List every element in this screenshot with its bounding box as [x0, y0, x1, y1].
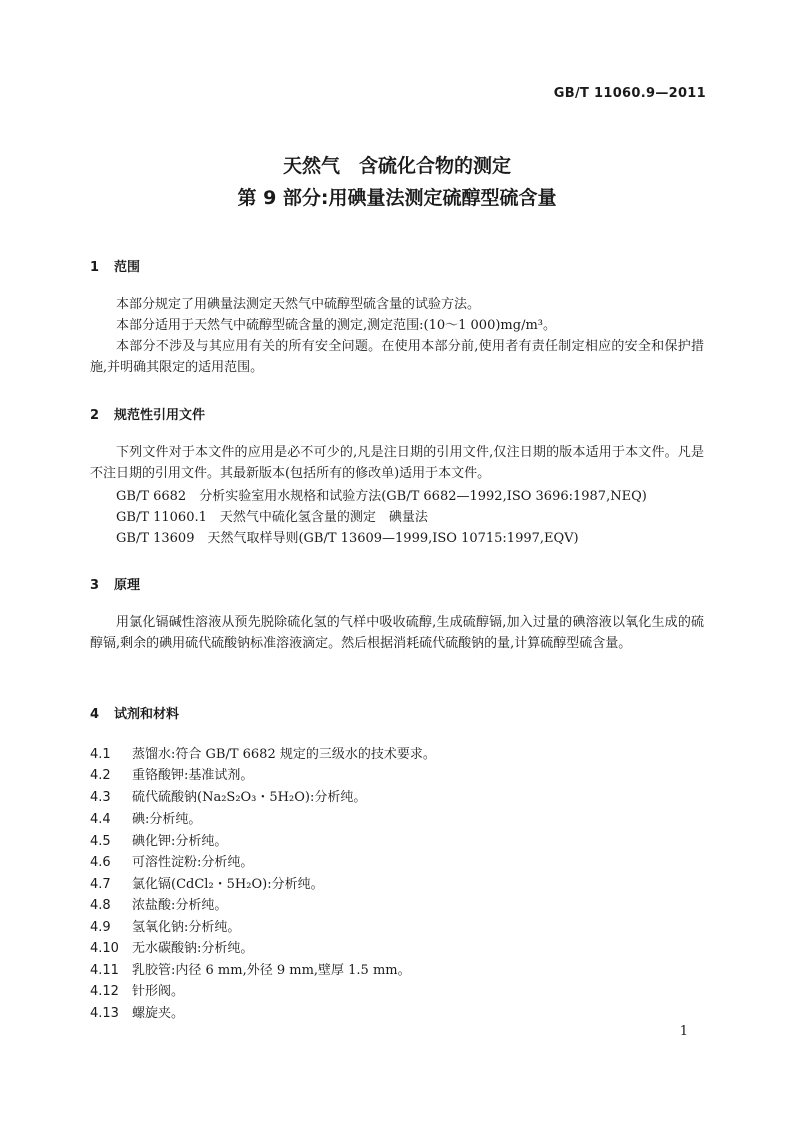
reagent-item — [90, 873, 324, 892]
section-number: 3 — [90, 578, 100, 593]
item-number: 4.13 — [90, 1006, 119, 1021]
item-text: 可溶性淀粉:分析纯。 — [132, 855, 254, 870]
section-title: 原理 — [114, 578, 141, 593]
item-text: 蒸馏水:符合 GB/T 6682 规定的三级水的技术要求。 — [132, 747, 436, 762]
item-number: 4.10 — [90, 941, 119, 956]
item-text: 碘化钾:分析纯。 — [132, 834, 228, 849]
item-text: 碘:分析纯。 — [132, 812, 202, 827]
item-text: 浓盐酸:分析纯。 — [132, 898, 228, 913]
scope-paragraph-2: 本部分适用于天然气中硫醇型硫含量的测定,测定范围:(10～1 000)mg/m³。 — [116, 318, 556, 333]
reference-item: GB/T 6682 分析实验室用水规格和试验方法(GB/T 6682—1992,ISO 3696:1987,NEQ) — [116, 489, 647, 504]
item-number: 4.6 — [90, 855, 111, 870]
section-heading-normative-references — [90, 404, 205, 423]
scope-paragraph-1: 本部分规定了用碘量法测定天然气中硫醇型硫含量的试验方法。 — [116, 297, 481, 312]
section-heading-principle — [90, 574, 140, 593]
item-text: 氢氧化钠:分析纯。 — [132, 920, 241, 935]
item-number: 4.11 — [90, 963, 119, 978]
item-text: 乳胶管:内径 6 mm,外径 9 mm,壁厚 1.5 mm。 — [132, 963, 411, 978]
item-number: 4.4 — [90, 812, 111, 827]
item-number: 4.7 — [90, 877, 111, 892]
item-text: 螺旋夹。 — [132, 1006, 185, 1021]
section-number: 1 — [90, 260, 100, 275]
section-title: 范围 — [114, 260, 141, 275]
item-number: 4.5 — [90, 834, 111, 849]
principle-paragraph: 用氯化镉碱性溶液从预先脱除硫化氢的气样中吸收硫醇,生成硫醇镉,加入过量的碘溶液以氧化生成的硫醇镉,剩余的碘用硫代硫酸钠标准溶液滴定。然后根据消耗硫代硫酸钠的量,计算硫醇型硫含量。 — [90, 615, 704, 651]
reagent-item — [90, 980, 184, 999]
item-text: 重铬酸钾:基准试剂。 — [132, 768, 254, 783]
section-heading-reagents-materials — [90, 703, 179, 722]
reagent-item — [90, 743, 436, 762]
reagent-item — [90, 916, 240, 935]
document-title-line1: 天然气 含硫化合物的测定 — [282, 155, 511, 177]
item-number: 4.12 — [90, 984, 119, 999]
item-number: 4.1 — [90, 747, 111, 762]
standard-code: GB/T 11060.9—2011 — [553, 86, 706, 101]
reagent-item — [90, 786, 366, 805]
item-number: 4.2 — [90, 768, 111, 783]
reagent-item — [90, 764, 253, 783]
reference-item: GB/T 13609 天然气取样导则(GB/T 13609—1999,ISO 10715:1997,EQV) — [116, 531, 579, 546]
scope-paragraph-3: 本部分不涉及与其应用有关的所有安全问题。在使用本部分前,使用者有责任制定相应的安全和保护措施,并明确其限定的适用范围。 — [90, 339, 704, 375]
reagent-item — [90, 808, 201, 827]
page-number: 1 — [679, 1024, 688, 1039]
document-title-line2: 第 9 部分:用碘量法测定硫醇型硫含量 — [237, 187, 557, 209]
reference-item: GB/T 11060.1 天然气中硫化氢含量的测定 碘量法 — [116, 510, 428, 525]
section-title: 规范性引用文件 — [114, 408, 206, 423]
section-title: 试剂和材料 — [114, 707, 180, 722]
section-number: 4 — [90, 707, 100, 722]
reagent-item — [90, 851, 253, 870]
section-heading-scope — [90, 256, 140, 275]
item-text: 氯化镉(CdCl₂・5H₂O):分析纯。 — [132, 877, 324, 892]
item-text: 针形阀。 — [132, 984, 185, 999]
reagent-item — [90, 959, 411, 978]
reagent-item — [90, 937, 253, 956]
item-text: 无水碳酸钠:分析纯。 — [132, 941, 254, 956]
reagent-item — [90, 830, 227, 849]
section-number: 2 — [90, 408, 100, 423]
item-number: 4.3 — [90, 790, 111, 805]
reagent-item — [90, 1002, 184, 1021]
item-text: 硫代硫酸钠(Na₂S₂O₃・5H₂O):分析纯。 — [132, 790, 367, 805]
item-number: 4.9 — [90, 920, 111, 935]
reagent-item — [90, 894, 227, 913]
references-intro-paragraph: 下列文件对于本文件的应用是必不可少的,凡是注日期的引用文件,仅注日期的版本适用于本文件。凡是不注日期的引用文件。其最新版本(包括所有的修改单)适用于本文件。 — [90, 445, 704, 481]
item-number: 4.8 — [90, 898, 111, 913]
